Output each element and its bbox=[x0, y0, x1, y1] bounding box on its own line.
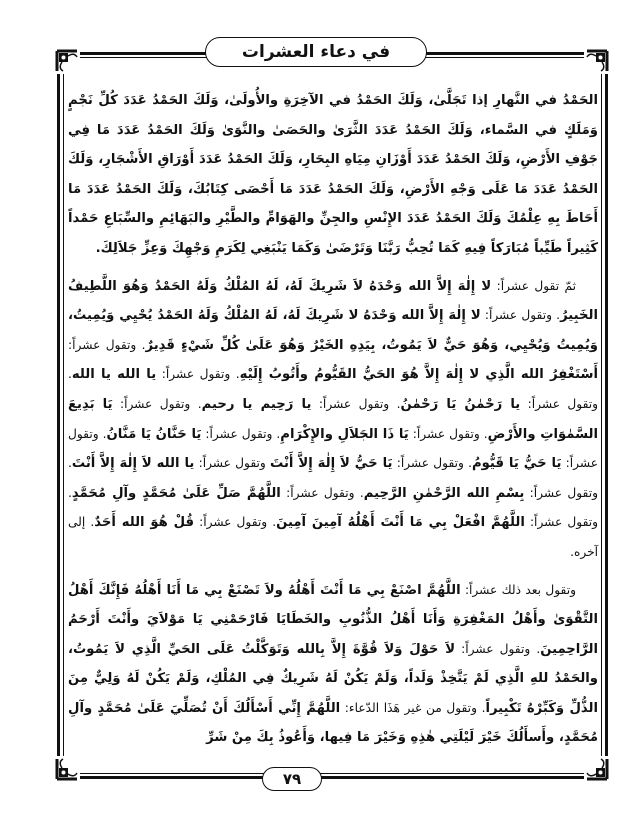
page-body bbox=[68, 86, 598, 753]
paragraph bbox=[68, 272, 598, 568]
prayer-text: اللَّهُمَّ افْعَلْ بِي مَا أَنْتَ أَهْلُهُ آمِينَ آمِينَ bbox=[276, 515, 525, 531]
prayer-text: بِسْمِ الله الرَّحْمٰنِ الرَّحِيم bbox=[363, 485, 525, 501]
prayer-text: اللَّهُمَّ صَلِّ عَلَىٰ مُحَمَّدٍ وآلِ مُحَمَّدٍ bbox=[71, 485, 281, 501]
prayer-text: يا الله لاَ إِلٰهَ إِلاَّ أَنْتَ bbox=[71, 456, 195, 472]
prayer-text: يا رَحِيم يا رحيم bbox=[201, 396, 312, 412]
instruction-text: . وتقول عشراً: bbox=[68, 456, 598, 500]
prayer-text: الحَمْدُ في النَّهارِ إذا تَجَلَّىٰ، وَلَكَ الحَمْدُ في الآخِرَةِ والأُولَىٰ، وَلَكَ الحَمْدُ عَدَدَ كُلِّ نَجْمٍ وَمَلَكٍ في السَّماء، وَلَكَ الحَمْدُ عَدَدَ الثَّرَىٰ والحَصَىٰ والنَّوَىٰ وَلَكَ الحَمْدُ عَدَدَ مَا فِي جَوْفِ الأَرْضِ، وَلَكَ الحَمْدُ عَدَدَ أَوْزَانِ مِيَاهِ البِحَارِ، وَلَكَ الحَمْدُ عَدَدَ أَوْرَاقِ الأَشْجَارِ، وَلَكَ الحَمْدُ عَدَدَ مَا عَلَى وَجْهِ الأَرْضِ، وَلَكَ الحَمْدُ عَدَدَ مَا أَحْصَى كِتَابُكَ، وَلَكَ الحَمْدُ عَدَدَ مَا أَحَاطَ بِهِ عِلْمُكَ وَلَكَ الحَمْدُ عَدَدَ الإِنْسِ والجِنِّ والهَوَامِّ والطَّيْرِ والبَهَائِمِ والسِّبَاعِ حَمْداً كَثِيراً طَيِّباً مُبَارَكاً فِيهِ كَمَا تُحِبُّ رَبَّنَا وَتَرْضَىٰ وَكَمَا يَنْبَغِي لِكَرَمِ وَجْهِكَ وَعِزِّ جَلاَلِكَ. bbox=[68, 93, 598, 256]
page-number bbox=[262, 767, 322, 791]
prayer-text: يَا بَدِيعَ السَّمٰوَاتِ والأَرْضِ bbox=[68, 396, 599, 442]
chapter-title bbox=[205, 37, 427, 67]
prayer-text: لا إِلٰهَ إِلاَّ الله وَحْدَهُ لاَ شَرِيكَ لَهُ، لَهُ المُلْكُ وَلَهُ الحَمْدُ وَهُوَ اللَّطِيفُ الخَبِيرُ bbox=[68, 278, 599, 324]
prayer-text: يا رَحْمٰنُ يَا رَحْمٰنُ bbox=[400, 396, 521, 412]
prayer-text: لاَ حَوْلَ وَلاَ قُوَّةَ إِلاَّ بِالله وَتَوَكَّلْتُ عَلَى الحَيِّ الَّذِي لاَ يَمُوتُ، والحَمْدُ للهِ الَّذِي لَمْ يَتَّخِذْ وَلَداً، وَلَمْ يَكُنْ لَهُ شَرِيكٌ فِي المُلْكِ، وَلَمْ يَكُنْ لَهُ وَلِيٌّ مِنَ الذُّلِّ وَكَبِّرْهُ تَكْبِيراً bbox=[68, 641, 598, 716]
corner-ornament-icon bbox=[584, 756, 610, 782]
instruction-text: . وتقول عشراً: bbox=[68, 367, 599, 411]
corner-ornament-icon bbox=[584, 48, 610, 74]
corner-ornament-icon bbox=[54, 48, 80, 74]
prayer-text: يَا حَيُّ يَا قَيُّومُ bbox=[472, 456, 562, 472]
instruction-text: . وتقول عشراً: bbox=[68, 337, 146, 352]
prayer-text: يَا حَيُّ لاَ إِلٰهَ إِلاَّ أَنْتَ bbox=[270, 456, 393, 472]
page-number-text: ٧٩ bbox=[282, 770, 302, 788]
prayer-text: أَسْتَغْفِرُ الله الَّذِي لا إِلٰهَ إِلاَّ هُوَ الحَيُّ القَيُّومُ وأَتُوبُ إِلَيْهِ bbox=[239, 367, 598, 383]
instruction-text: . إلى آخره. bbox=[68, 515, 598, 559]
instruction-text: . وتقول عشراً: bbox=[455, 641, 541, 656]
instruction-text: . وتقول عشراً: bbox=[194, 515, 277, 530]
instruction-text: وتقول بعد ذلك عشراً: bbox=[460, 582, 576, 597]
instruction-text: . وتقول عشراً: bbox=[201, 426, 281, 441]
prayer-text: يَا حَنَّانُ يَا مَنَّانُ bbox=[106, 426, 202, 442]
paragraph bbox=[68, 86, 598, 264]
instruction-text: وتقول عشراً: bbox=[194, 456, 270, 471]
corner-ornament-icon bbox=[54, 756, 80, 782]
instruction-text: . وتقول عشراً: bbox=[408, 426, 488, 441]
prayer-text: اللَّهُمَّ إِنِّي أَسْأَلُكَ أَنْ تُصَلِّيَ عَلَىٰ مُحَمَّدٍ وآلِ مُحَمَّدٍ، وأَسأَلُكَ خَيْرَ لَيْلَتِي هٰذِهِ وَخَيْرَ مَا فِيها، وَأَعُوذُ بِكَ مِنْ شَرِّ bbox=[68, 700, 598, 746]
prayer-text: يا الله يا الله bbox=[71, 367, 157, 383]
instruction-text: . وتقول عشراً: bbox=[112, 396, 202, 411]
instruction-text: . وتقول عشراً: bbox=[392, 456, 472, 471]
chapter-title-text: في دعاء العشرات bbox=[241, 42, 391, 62]
instruction-text: . وتقول عشراً: bbox=[68, 426, 599, 471]
instruction-text: . وتقول عشراً: bbox=[68, 485, 599, 530]
prayer-text: اللَّهُمَّ اصْنَعْ بِي مَا أَنْتَ أَهْلُهُ ولاَ تَصْنَعْ بِي مَا أَنَا أَهْلُهُ فَإِنَّكَ أَهْلُ التَّقْوَىٰ وأَهْلُ المَغْفِرَةِ وَأَنَا أَهْلُ الذُّنُوبِ والخَطَايَا فَارْحَمْنِي يَا مَوْلاَيَ وأَنْتَ أَرْحَمُ الرَّاحِمِينَ bbox=[68, 582, 598, 657]
instruction-text: . وتقول من غير هَذَا الدّعاء: bbox=[340, 700, 486, 715]
prayer-text: قُلْ هُوَ الله أَحَدٌ bbox=[94, 515, 194, 531]
instruction-text: . وتقول عشراً: bbox=[156, 367, 240, 382]
paragraph bbox=[68, 576, 598, 754]
instruction-text: ثمّ تقول عشراً: bbox=[491, 278, 576, 293]
instruction-text: . وتقول عشراً: bbox=[480, 308, 561, 323]
prayer-text: يَا ذَا الجَلاَلِ والإِكْرَامِ bbox=[280, 426, 409, 442]
instruction-text: . وتقول عشراً: bbox=[311, 396, 401, 411]
instruction-text: . وتقول عشراً: bbox=[280, 485, 364, 500]
prayer-text: لا إِلٰهَ إِلاَّ الله وَحْدَهُ لا شَرِيكَ لَهُ، لَهُ المُلْكُ وَلَهُ الحَمْدُ يُحْيِي وَيُمِيتُ، وَيُمِيتُ وَيُحْيِي، وَهُوَ حَيٌّ لاَ يَمُوتُ، بِيَدِهِ الخَيْرُ وَهُوَ عَلَىٰ كُلِّ شَيْءٍ قَدِيرٌ bbox=[68, 308, 598, 353]
